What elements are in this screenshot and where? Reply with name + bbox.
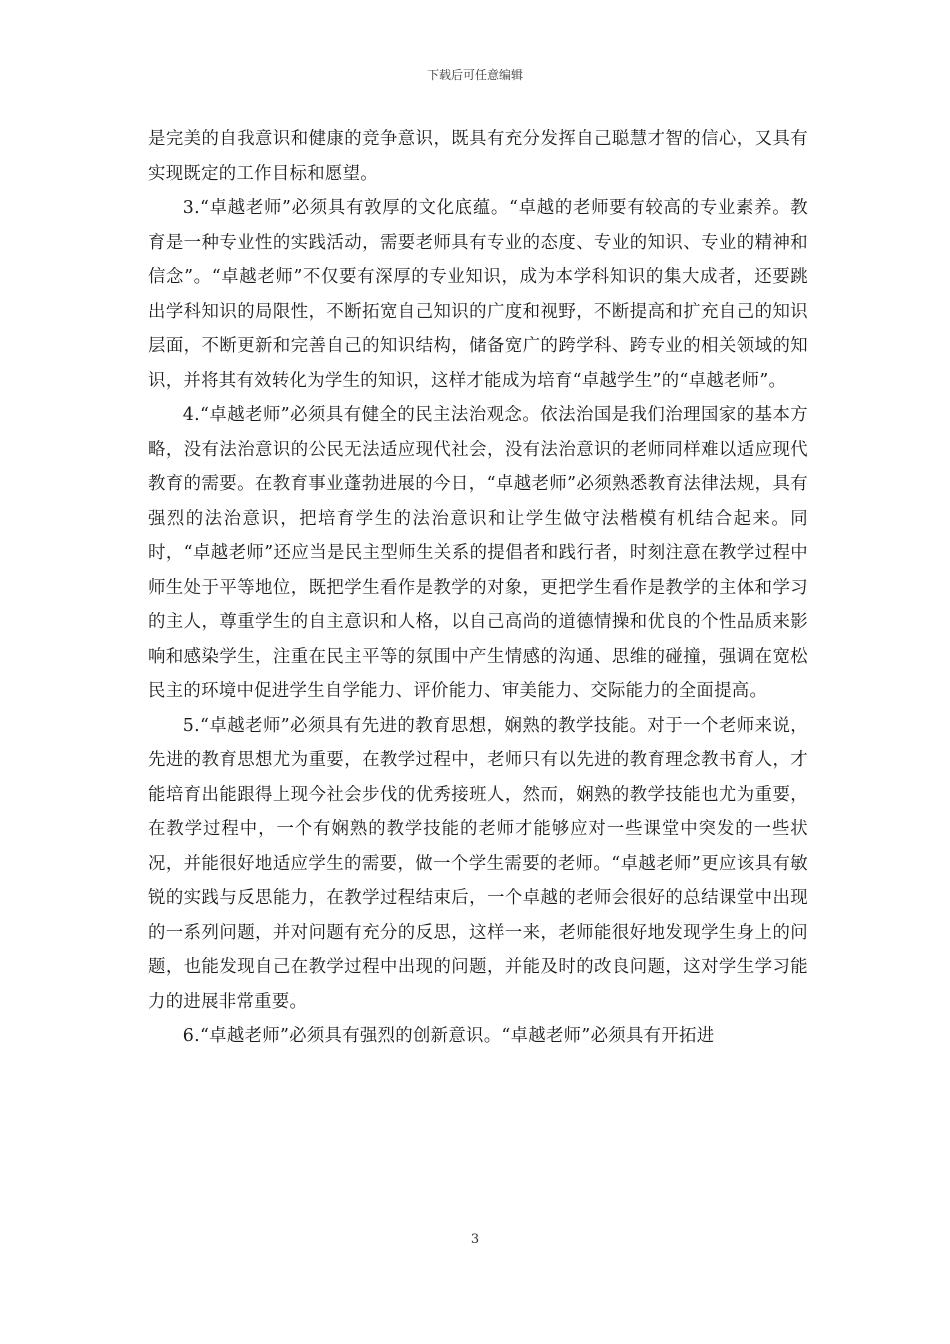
paragraph-4-democratic-law: 4.“卓越老师”必须具有健全的民主法治观念。依法治国是我们治理国家的基本方略，没有法治意识的公民无法适应现代社会，没有法治意识的老师同样难以适应现代教育的需要。在教育事业蓬勃进展的今日，“卓越老师”必须熟悉教育法律法规，具有强烈的法治意识，把培育学生的法治意识和让学生做守法楷模有机结合起来。同时，“卓越老师”还应当是民主型师生关系的提倡者和践行者，时刻注意在教学过程中师生处于平等地位，既把学生看作是教学的对象，更把学生看作是教学的主体和学习的主人，尊重学生的自主意识和人格，以自己高尚的道德情操和优良的个性品质来影响和感染学生，注重在民主平等的氛围中产生情感的沟通、思维的碰撞，强调在宽松民主的环境中促进学生自学能力、评价能力、审美能力、交际能力的全面提高。: [148, 405, 808, 701]
paragraph-continuation: 是完美的自我意识和健康的竞争意识，既具有充分发挥自己聪慧才智的信心，又具有实现既定的工作目标和愿望。: [148, 129, 808, 184]
paragraph-6-innovation: 6.“卓越老师”必须具有强烈的创新意识。“卓越老师”必须具有开拓进: [182, 1026, 715, 1046]
page-number: 3: [470, 1232, 480, 1247]
paragraph-3-cultural-foundation: 3.“卓越老师”必须具有敦厚的文化底蕴。“卓越的老师要有较高的专业素养。教育是一种专业性的实践活动，需要老师具有专业的态度、专业的知识、专业的精神和信念”。“卓越老师”不仅要有深厚的专业知识，成为本学科知识的集大成者，还要跳出学科知识的局限性，不断拓宽自己知识的广度和视野，不断提高和扩充自己的知识层面，不断更新和完善自己的知识结构，储备宽广的跨学科、跨专业的相关领域的知识，并将其有效转化为学生的知识，这样才能成为培育“卓越学生”的“卓越老师”。: [148, 198, 808, 391]
paragraph-5-teaching-skills: 5.“卓越老师”必须具有先进的教育思想，娴熟的教学技能。对于一个老师来说，先进的教育思想尤为重要，在教学过程中，老师只有以先进的教育理念教书育人，才能培育出能跟得上现今社会步伐的优秀接班人，然而，娴熟的教学技能也尤为重要，在教学过程中，一个有娴熟的教学技能的老师才能够应对一些课堂中突发的一些状况，并能很好地适应学生的需要，做一个学生需要的老师。“卓越老师”更应该具有敏锐的实践与反思能力，在教学过程结束后，一个卓越的老师会很好的总结课堂中出现的一系列问题，并对问题有充分的反思，这样一来，老师能很好地发现学生身上的问题，也能发现自己在教学过程中出现的问题，并能及时的改良问题，这对学生学习能力的进展非常重要。: [148, 715, 808, 1012]
document-body: [148, 122, 808, 1054]
page-header: 下载后可任意编辑: [426, 68, 523, 82]
